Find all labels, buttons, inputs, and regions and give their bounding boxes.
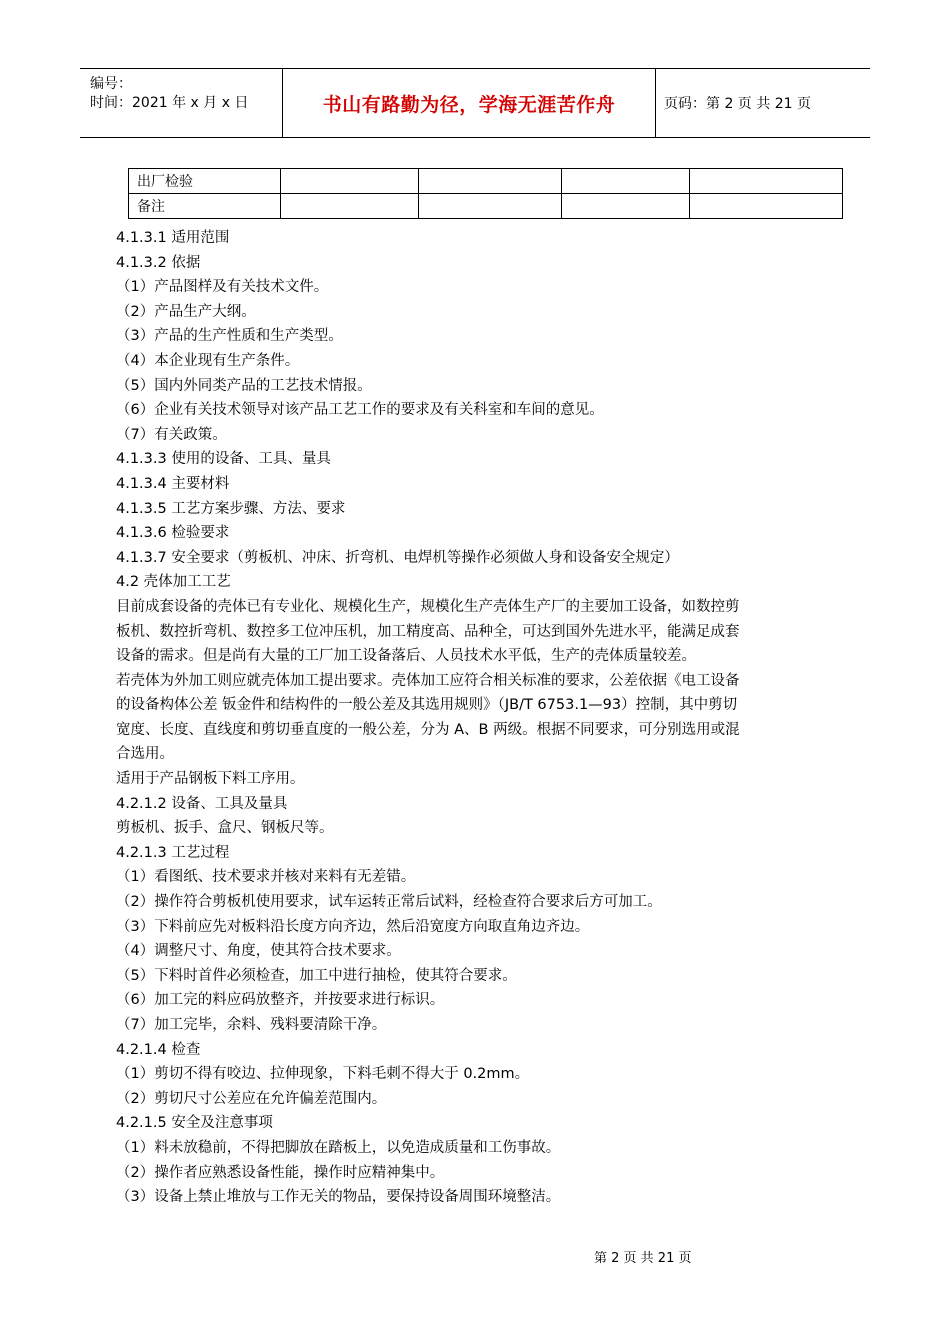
header-slogan-cell (283, 69, 656, 137)
section-heading: 4.2.1.2 设备、工具及量具 (116, 795, 288, 812)
list-item: （3）下料前应先对板料沿长度方向齐边，然后沿宽度方向取直角边齐边。 (116, 918, 590, 935)
table-cell (690, 169, 843, 194)
paragraph-line: 的设备构体公差 钣金件和结构件的一般公差及其选用规则》（JB/T 6753.1—93）控制，其中剪切 (116, 697, 738, 714)
table-cell-label: 出厂检验 (129, 169, 281, 194)
table-cell (419, 169, 562, 194)
document-number-label: 编号： (90, 76, 132, 92)
list-item: （2）操作符合剪板机使用要求，试车运转正常后试料，经检查符合要求后方可加工。 (116, 894, 662, 911)
page-header (80, 68, 870, 138)
list-item: （6）企业有关技术领导对该产品工艺工作的要求及有关科室和车间的意见。 (116, 402, 604, 419)
table-row (129, 169, 843, 194)
list-item: （5）下料时首件必须检查，加工中进行抽检，使其符合要求。 (116, 967, 517, 984)
list-item: （1）剪切不得有咬边、拉伸现象，下料毛刺不得大于 0.2mm。 (116, 1066, 530, 1083)
list-item: （4）调整尺寸、角度，使其符合技术要求。 (116, 943, 401, 960)
footer-page-number: 第 2 页 共 21 页 (594, 1251, 692, 1266)
document-body (116, 226, 842, 1210)
section-heading: 4.1.3.7 安全要求（剪板机、冲床、折弯机、电焊机等操作必须做人身和设备安全规定） (116, 549, 679, 566)
section-heading: 4.1.3.3 使用的设备、工具、量具 (116, 451, 331, 468)
page-number: 页码：第 2 页 共 21 页 (664, 96, 811, 112)
section-heading: 4.2.1.5 安全及注意事项 (116, 1115, 273, 1132)
paragraph-line: 板机、数控折弯机、数控多工位冲压机，加工精度高、品种全，可达到国外先进水平，能满足成套 (116, 623, 740, 640)
section-heading: 4.2 壳体加工工艺 (116, 574, 231, 591)
section-heading: 4.2.1.3 工艺过程 (116, 844, 230, 861)
table-cell (690, 194, 843, 219)
table-cell-label: 备注 (129, 194, 281, 219)
paragraph-line: 合选用。 (116, 746, 174, 763)
header-meta (80, 69, 283, 137)
list-item: （4）本企业现有生产条件。 (116, 352, 300, 369)
paragraph-line: 若壳体为外加工则应就壳体加工提出要求。壳体加工应符合相关标准的要求，公差依据《电工设备 (116, 672, 740, 689)
table-cell (419, 194, 562, 219)
table-cell (281, 194, 419, 219)
table-cell (281, 169, 419, 194)
section-heading: 4.1.3.1 适用范围 (116, 230, 230, 246)
paragraph-line: 设备的需求。但是尚有大量的工厂加工设备落后、人员技术水平低，生产的壳体质量较差。 (116, 648, 696, 665)
table-cell (562, 169, 690, 194)
inspection-table (128, 168, 843, 219)
list-item: （3）设备上禁止堆放与工作无关的物品，要保持设备周围环境整洁。 (116, 1189, 561, 1206)
list-item: （1）看图纸、技术要求并核对来料有无差错。 (116, 869, 416, 886)
section-heading: 4.1.3.6 检验要求 (116, 525, 230, 542)
list-item: （7）加工完毕，余料、残料要清除干净。 (116, 1017, 387, 1033)
section-heading: 4.1.3.4 主要材料 (116, 475, 230, 492)
list-item: （2）产品生产大纲。 (116, 303, 256, 320)
paragraph-line: 宽度、长度、直线度和剪切垂直度的一般公差，分为 A、B 两级。根据不同要求，可分别选用或混 (116, 721, 740, 738)
section-heading: 4.1.3.5 工艺方案步骤、方法、要求 (116, 500, 346, 517)
slogan: 书山有路勤为径，学海无涯苦作舟 (322, 93, 616, 116)
section-heading: 4.1.3.2 依据 (116, 254, 201, 271)
list-item: （3）产品的生产性质和生产类型。 (116, 328, 343, 345)
table-cell (562, 194, 690, 219)
list-item: （5）国内外同类产品的工艺技术情报。 (116, 377, 372, 394)
header-page-cell (656, 69, 870, 137)
list-item: （2）操作者应熟悉设备性能，操作时应精神集中。 (116, 1164, 445, 1181)
list-item: （1）料未放稳前，不得把脚放在踏板上，以免造成质量和工伤事故。 (116, 1139, 561, 1156)
section-heading: 4.2.1.4 检查 (116, 1041, 201, 1058)
table-row (129, 194, 843, 219)
list-item: （6）加工完的料应码放整齐，并按要求进行标识。 (116, 992, 445, 1009)
paragraph-line: 剪板机、扳手、盒尺、钢板尺等。 (116, 820, 334, 837)
paragraph-line: 目前成套设备的壳体已有专业化、规模化生产，规模化生产壳体生产厂的主要加工设备，如数控剪 (116, 598, 740, 615)
list-item: （1）产品图样及有关技术文件。 (116, 279, 329, 296)
document-date: 时间：2021 年 x 月 x 日 (90, 95, 249, 111)
paragraph-line: 适用于产品钢板下料工序用。 (116, 771, 305, 788)
list-item: （2）剪切尺寸公差应在允许偏差范围内。 (116, 1090, 387, 1107)
list-item: （7）有关政策。 (116, 426, 227, 443)
